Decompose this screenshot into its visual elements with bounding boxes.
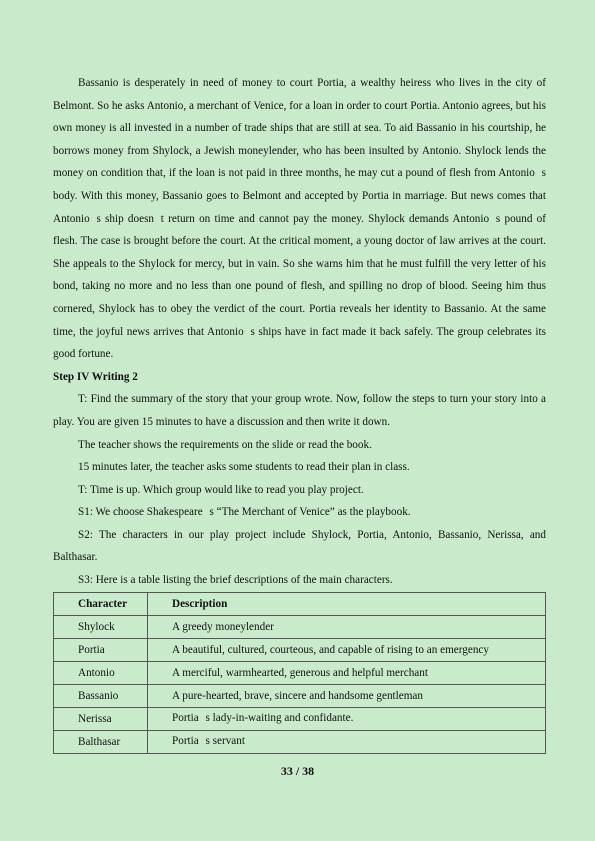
instruction-line: T: Time is up. Which group would like to read you play project. <box>78 483 364 496</box>
character-description: A pure-hearted, brave, sincere and handsome gentleman <box>148 684 546 707</box>
table-row <box>54 684 546 707</box>
character-description: A merciful, warmhearted, generous and helpful merchant <box>148 661 546 684</box>
character-name: Balthasar <box>54 730 148 753</box>
character-description: Portias servant <box>148 730 546 753</box>
character-name: Antonio <box>54 661 148 684</box>
instruction-line: S2: The characters in our play project include Shylock, Portia, Antonio, Bassanio, Nerissa, and Balthasar. <box>53 528 546 564</box>
table-row <box>54 661 546 684</box>
instruction-line: The teacher shows the requirements on the slide or read the book. <box>78 438 372 451</box>
table-row <box>54 638 546 661</box>
document-page <box>53 72 546 754</box>
instruction-line: T: Find the summary of the story that your group wrote. Now, follow the steps to turn your story into a play. You are given 15 minutes to have a discussion and then write it down. <box>53 393 546 428</box>
character-description: Portias lady-in-waiting and confidante. <box>148 707 546 730</box>
table-header-row <box>54 592 546 615</box>
character-name: Portia <box>54 638 148 661</box>
character-name: Bassanio <box>54 684 148 707</box>
table-row <box>54 707 546 730</box>
characters-table <box>53 592 546 754</box>
story-summary-paragraph: Bassanio is desperately in need of money to court Portia, a wealthy heiress who lives in the city of Belmont. So he asks Antonio, a merchant of Venice, for a loan in order to court Portia. Antonio agrees, but his own money is all invested in a number of trade ships that are still at sea. To aid Bassanio in his courtship, he borrows money from Shylock, a Jewish moneylender, who has been insulted by Antonio. Shylock lends the money on condition that, if the loan is not paid in three months, he may cut a pound of flesh from Antonios body. With this money, Bassanio goes to Belmont and accepted by Portia in marriage. But news comes that Antonios ship doesnt return on time and cannot pay the money. Shylock demands Antonios pound of flesh. The case is brought before the court. At the critical moment, a young doctor of law arrives at the court. She appeals to the Shylock for mercy, but in vain. So she warns him that he must fulfill the very letter of his bond, taking no more and no less than one pound of flesh, and spilling no drop of blood. Seeing him thus cornered, Shylock has to obey the verdict of the court. Portia reveals her identity to Bassanio. At the same time, the joyful news arrives that Antonios ships have in fact made it back safely. The group celebrates its good fortune. <box>53 77 546 361</box>
character-description: A beautiful, cultured, courteous, and capable of rising to an emergency <box>148 638 546 661</box>
step-heading: Step IV Writing 2 <box>53 370 138 383</box>
table-row <box>54 730 546 753</box>
instruction-line: 15 minutes later, the teacher asks some students to read their plan in class. <box>78 461 410 474</box>
page-number: 33 / 38 <box>280 764 315 778</box>
character-name: Shylock <box>54 615 148 638</box>
table-row <box>54 615 546 638</box>
character-description: A greedy moneylender <box>148 615 546 638</box>
table-header-character: Character <box>54 592 148 615</box>
instruction-line: S3: Here is a table listing the brief descriptions of the main characters. <box>78 574 393 587</box>
table-header-description: Description <box>148 592 546 615</box>
character-name: Nerissa <box>54 707 148 730</box>
instruction-line: S1: We choose Shakespeares “The Merchant of Venice” as the playbook. <box>78 506 411 519</box>
